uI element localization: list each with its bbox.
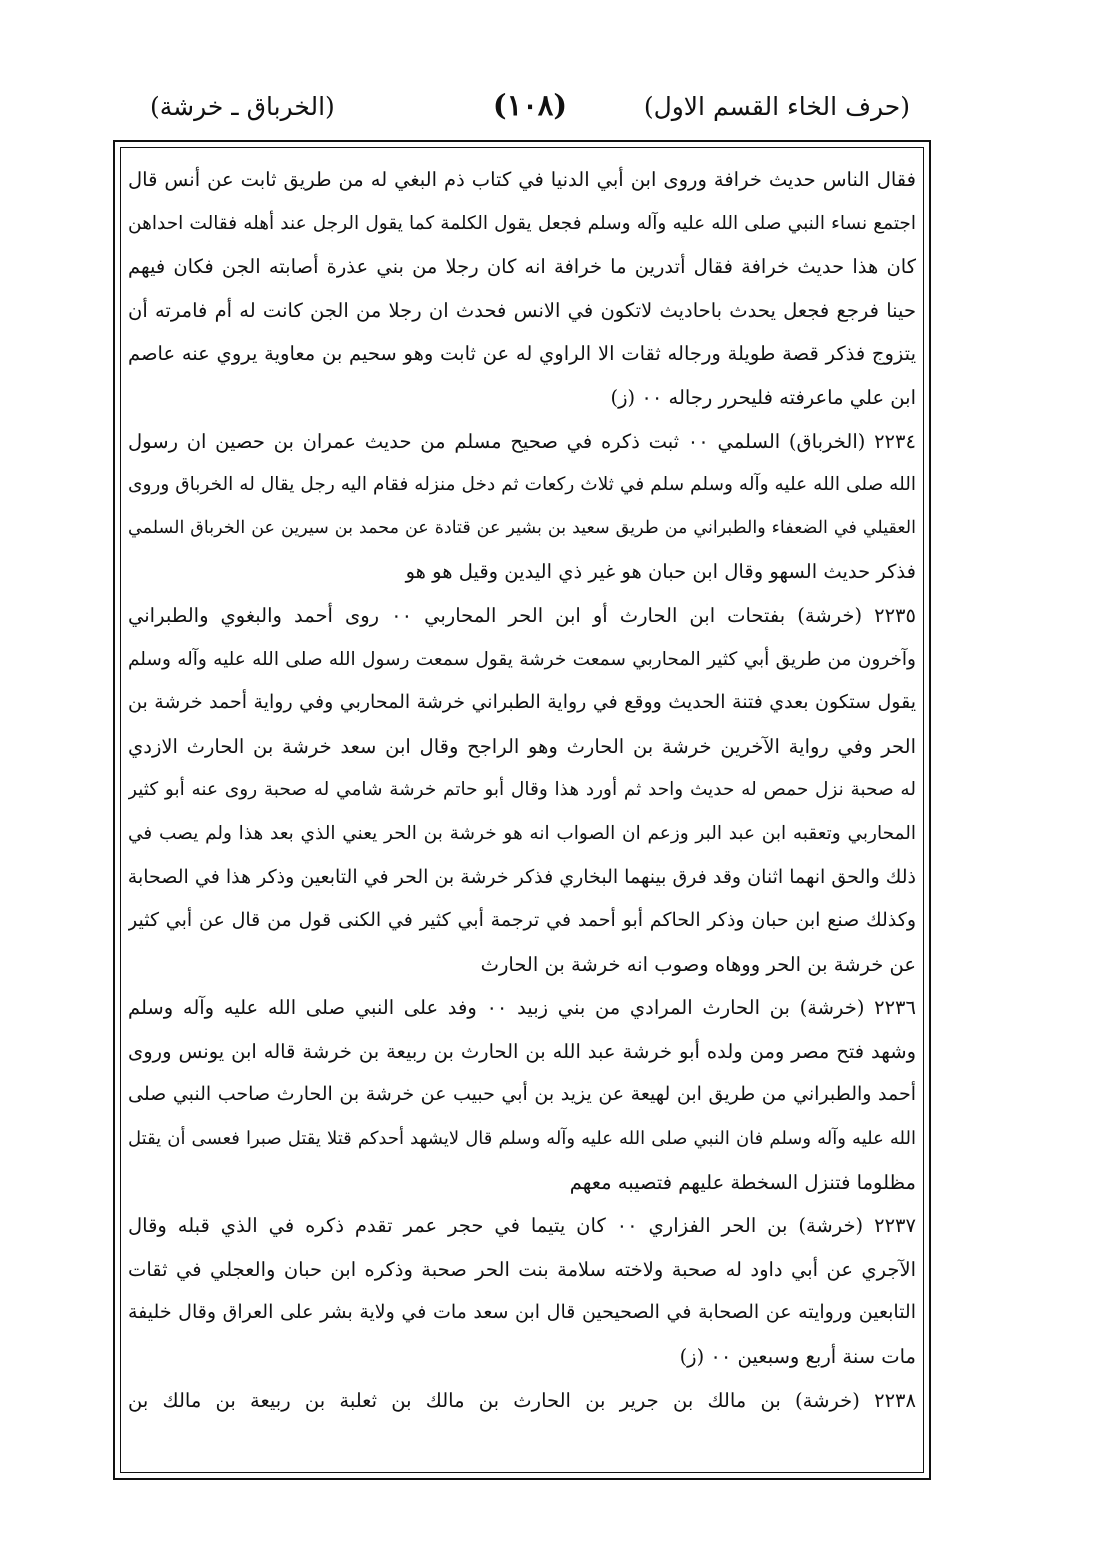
text-line: وكذلك صنع ابن حبان وذكر الحاكم أبو أحمد في ترجمة أبي كثير في الكنى قول من قال عن أبي كثير (128, 909, 916, 932)
text-line: يقول ستكون بعدي فتنة الحديث ووقع في رواية الطبراني خرشة المحاربي وفي رواية أحمد خرشة بن (128, 691, 916, 714)
entry-2236-start: ٢٢٣٦ (خرشة) بن الحارث المرادي من بني زبيد ٠٠ وفد على النبي صلى الله عليه وآله وسلم (128, 996, 916, 1020)
text-line: فقال الناس حديث خرافة وروى ابن أبي الدنيا في كتاب ذم البغي له من طريق ثابت عن أنس قال (128, 168, 916, 191)
section-title: (حرف الخاء القسم الاول) (643, 92, 910, 121)
text-line: مات سنة أربع وسبعين ٠٠ (ز) (679, 1345, 916, 1369)
text-line: مظلوما فتنزل السخطة عليهم فتصيبه معهم (569, 1170, 916, 1194)
text-line: المحاربي وتعقبه ابن عبد البر وزعم ان الصواب انه هو خرشة بن الحر يعني الذي بعد هذا ولم يصب في (128, 822, 916, 844)
text-line: عن خرشة بن الحر ووهاه وصوب انه خرشة بن الحارث (480, 952, 916, 976)
entry-2238-start: ٢٢٣٨ (خرشة) بن مالك بن جرير بن الحارث بن مالك بن ثعلبة بن ربيعة بن مالك بن (128, 1388, 916, 1412)
text-line: وآخرون من طريق أبي كثير المحاربي سمعت خرشة يقول سمعت رسول الله صلى الله عليه وآله وسلم (128, 648, 916, 670)
text-line: أحمد والطبراني من طريق ابن لهيعة عن يزيد بن أبي حبيب عن خرشة بن الحارث صاحب النبي صلى (128, 1083, 916, 1106)
text-line: الله صلى الله عليه وآله وسلم سلم في ثلاث ركعات ثم دخل منزله فقام اليه رجل يقال له الخرباق وروى (128, 474, 916, 496)
text-line: الآجري عن أبي داود له صحبة ولاخته سلامة بنت الحر صحبة وذكره ابن حبان والعجلي في ثقات (128, 1257, 916, 1281)
page-header (150, 86, 910, 132)
body-text (128, 158, 916, 1468)
text-line: كان هذا حديث خرافة فقال أتدرين ما خرافة انه كان رجلا من بني عذرة أصابته الجن فكان فيهم (128, 255, 916, 279)
text-line: التابعين وروايته عن الصحابة في الصحيحين قال ابن سعد مات في ولاية بشر على العراق وقال خليفة (128, 1301, 916, 1324)
text-line: ابن علي ماعرفته فليحرر رجاله ٠٠ (ز) (610, 385, 916, 409)
text-line: ذلك والحق انهما اثنان وقد فرق بينهما البخاري فذكر خرشة بن الحر في التابعين وذكر هذا في الصحابة (128, 865, 916, 888)
text-line: وشهد فتح مصر ومن ولده أبو خرشة عبد الله بن الحارث بن ربيعة بن خرشة قاله ابن يونس وروى (128, 1039, 916, 1063)
text-line: اجتمع نساء النبي صلى الله عليه وآله وسلم فجعل يقول الكلمة كما يقول الرجل عند أهله فقالت احداهن (128, 212, 916, 234)
text-line: يتزوج فذكر قصة طويلة ورجاله ثقات الا الراوي له عن ثابت وهو سحيم بن معاوية يروي عنه عاصم (128, 342, 916, 366)
text-line: فذكر حديث السهو وقال ابن حبان هو غير ذي اليدين وقيل هو هو (405, 560, 916, 584)
running-head: (الخرباق ـ خرشة) (150, 92, 335, 121)
text-line: حينا فرجع فجعل يحدث باحاديث لاتكون في الانس فحدث ان رجلا من الجن كانت له أم فامرته أن (128, 298, 916, 322)
page-number: (١٠٨) (492, 88, 568, 122)
entry-2235-start: ٢٢٣٥ (خرشة) بفتحات ابن الحارث أو ابن الحر المحاربي ٠٠ روى أحمد والبغوي والطبراني (128, 603, 916, 627)
entry-2237-start: ٢٢٣٧ (خرشة) بن الحر الفزاري ٠٠ كان يتيما في حجر عمر تقدم ذكره في الذي قبله وقال (128, 1214, 916, 1238)
text-line: له صحبة نزل حمص له حديث واحد ثم أورد هذا وقال أبو حاتم خرشة شامي له صحبة روى عنه أبو كثير (128, 779, 916, 801)
text-line: الحر وفي رواية الآخرين خرشة بن الحارث وهو الراجح وقال ابن سعد خرشة بن الحارث الازدي (128, 734, 916, 758)
text-line: العقيلي في الضعفاء والطبراني من طريق سعيد بن بشير عن قتادة عن محمد بن سيرين عن الخرباق السلمي (128, 517, 916, 538)
entry-2234-start: ٢٢٣٤ (الخرباق) السلمي ٠٠ ثبت ذكره في صحيح مسلم من حديث عمران بن حصين ان رسول (128, 429, 916, 453)
text-line: الله عليه وآله وسلم فان النبي صلى الله عليه وآله وسلم قال لايشهد أحدكم قتلا يقتل صبرا فعسى أن يقتل (128, 1128, 916, 1150)
